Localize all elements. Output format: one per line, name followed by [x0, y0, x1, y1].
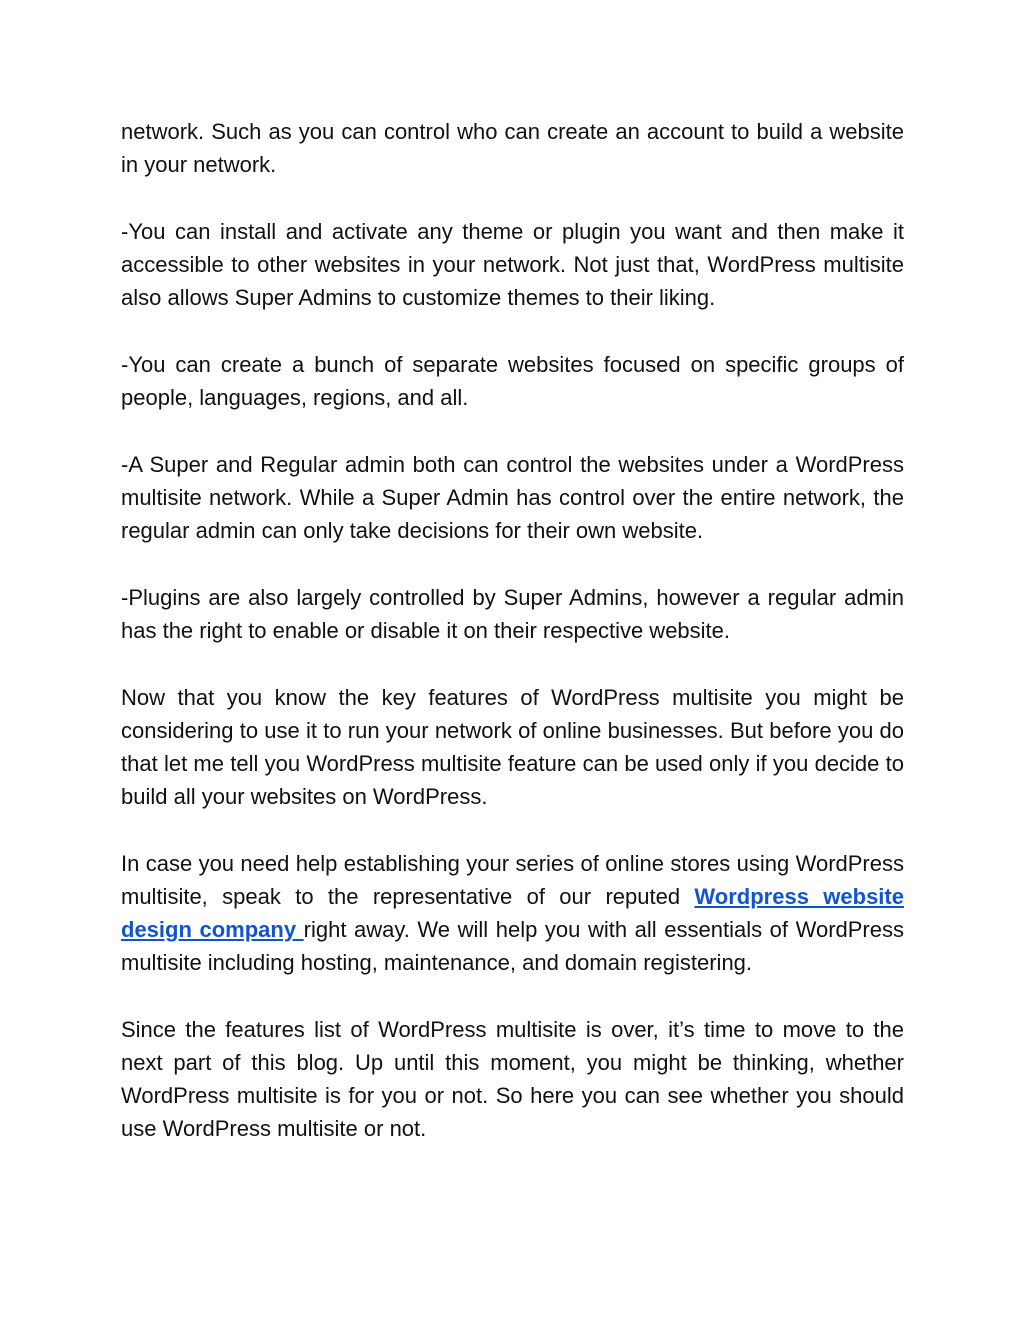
- paragraph-plugins-control: -Plugins are also largely controlled by Super Admins, however a regular admin has the right to enable or disable it on their respective website.: [121, 585, 904, 643]
- paragraph-closing: Since the features list of WordPress multisite is over, it’s time to move to the next part of this blog. Up until this moment, you might be thinking, whether WordPress multisite is for you or not. So here you can see whether you should use WordPress multisite or not.: [121, 1017, 904, 1141]
- cta-text-after: right away. We will help you with all essentials of WordPress multisite including hosting, maintenance, and domain registering.: [121, 917, 904, 975]
- paragraph-separate-websites: -You can create a bunch of separate websites focused on specific groups of people, languages, regions, and all.: [121, 352, 904, 410]
- document-body: [121, 115, 904, 1179]
- paragraph-network-control: network. Such as you can control who can create an account to build a website in your network.: [121, 119, 904, 177]
- paragraph-admin-roles: -A Super and Regular admin both can control the websites under a WordPress multisite network. While a Super Admin has control over the entire network, the regular admin can only take decisions for their own website.: [121, 452, 904, 543]
- cta-text-before: In case you need help establishing your series of online stores using WordPress multisite, speak to the representative of our reputed: [121, 851, 904, 909]
- paragraph-call-to-action: [121, 847, 904, 979]
- paragraph-key-features: Now that you know the key features of WordPress multisite you might be considering to use it to run your network of online businesses. But before you do that let me tell you WordPress multisite feature can be used only if you decide to build all your websites on WordPress.: [121, 685, 904, 809]
- wordpress-design-company-link[interactable]: Wordpress website design company: [121, 884, 904, 942]
- paragraph-themes-plugins: -You can install and activate any theme or plugin you want and then make it accessible to other websites in your network. Not just that, WordPress multisite also allows Super Admins to customize themes to their liking.: [121, 219, 904, 310]
